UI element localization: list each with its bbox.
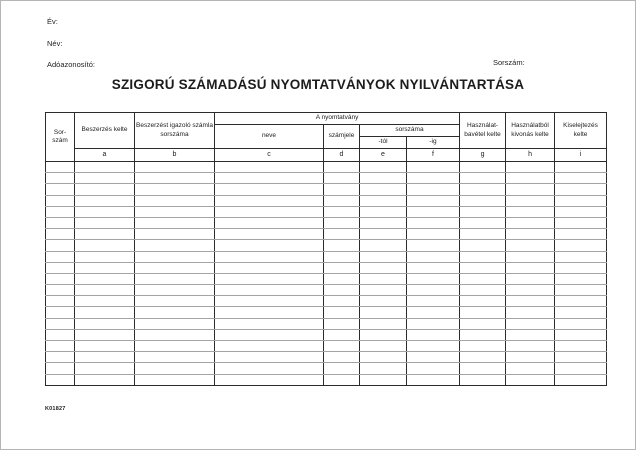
empty-cell <box>407 341 460 352</box>
empty-cell <box>460 251 506 262</box>
empty-cell <box>324 296 360 307</box>
empty-cell <box>46 251 75 262</box>
empty-cell <box>407 363 460 374</box>
empty-cell <box>46 296 75 307</box>
empty-cell <box>46 206 75 217</box>
empty-cell <box>46 240 75 251</box>
serial-number-label: Sorszám: <box>493 58 525 67</box>
empty-cell <box>360 341 407 352</box>
col-header-sorszam: Sor-szám <box>46 113 75 162</box>
empty-cell <box>506 318 555 329</box>
table-row <box>46 162 607 173</box>
table-row <box>46 173 607 184</box>
empty-cell <box>555 318 607 329</box>
name-label: Név: <box>47 39 63 48</box>
empty-cell <box>555 341 607 352</box>
empty-cell <box>506 162 555 173</box>
empty-cell <box>407 229 460 240</box>
empty-cell <box>75 273 135 284</box>
empty-cell <box>215 352 324 363</box>
col-header-kiselejtezes-kelte: Kiselejtezés kelte <box>555 113 607 149</box>
empty-cell <box>75 318 135 329</box>
empty-cell <box>555 262 607 273</box>
table-row <box>46 251 607 262</box>
col-letter-h: h <box>506 149 555 162</box>
table-row <box>46 307 607 318</box>
col-header-hasznalatbavetel-kelte: Használat-bavétel kelte <box>460 113 506 149</box>
table-row <box>46 240 607 251</box>
empty-cell <box>360 262 407 273</box>
tax-id-label: Adóazonosító: <box>47 60 95 69</box>
table-row <box>46 374 607 385</box>
col-header-szamla-sorszama: Beszerzést igazoló számla sorszáma <box>135 113 215 149</box>
empty-cell <box>324 341 360 352</box>
empty-cell <box>360 329 407 340</box>
empty-cell <box>506 307 555 318</box>
empty-cell <box>215 273 324 284</box>
empty-cell <box>506 217 555 228</box>
empty-cell <box>555 229 607 240</box>
empty-cell <box>135 217 215 228</box>
empty-cell <box>506 251 555 262</box>
empty-cell <box>460 173 506 184</box>
empty-cell <box>407 296 460 307</box>
empty-cell <box>360 363 407 374</box>
empty-cell <box>46 374 75 385</box>
table-row <box>46 363 607 374</box>
col-letter-g: g <box>460 149 506 162</box>
empty-cell <box>75 341 135 352</box>
empty-cell <box>75 296 135 307</box>
empty-cell <box>506 195 555 206</box>
empty-cell <box>215 262 324 273</box>
empty-cell <box>360 273 407 284</box>
table-row <box>46 217 607 228</box>
col-header-hasznalatbol-kivonas-kelte: Használatból kivonás kelte <box>506 113 555 149</box>
table-row <box>46 195 607 206</box>
table-row <box>46 341 607 352</box>
table-row <box>46 318 607 329</box>
empty-cell <box>135 285 215 296</box>
empty-cell <box>324 329 360 340</box>
empty-cell <box>407 184 460 195</box>
empty-cell <box>460 341 506 352</box>
empty-cell <box>555 329 607 340</box>
empty-cell <box>215 341 324 352</box>
empty-cell <box>215 374 324 385</box>
empty-cell <box>360 240 407 251</box>
empty-cell <box>360 307 407 318</box>
empty-cell <box>407 273 460 284</box>
empty-cell <box>46 184 75 195</box>
empty-cell <box>324 363 360 374</box>
col-letter-d: d <box>324 149 360 162</box>
empty-cell <box>46 162 75 173</box>
empty-cell <box>75 285 135 296</box>
table-body <box>46 162 607 386</box>
empty-cell <box>215 162 324 173</box>
empty-cell <box>75 352 135 363</box>
empty-cell <box>135 374 215 385</box>
col-header-szamjele: számjele <box>324 125 360 149</box>
empty-cell <box>360 217 407 228</box>
empty-cell <box>360 184 407 195</box>
empty-cell <box>407 285 460 296</box>
empty-cell <box>460 296 506 307</box>
empty-cell <box>75 173 135 184</box>
table-row <box>46 352 607 363</box>
empty-cell <box>407 195 460 206</box>
empty-cell <box>75 217 135 228</box>
empty-cell <box>46 217 75 228</box>
table-row <box>46 262 607 273</box>
empty-cell <box>460 262 506 273</box>
empty-cell <box>324 229 360 240</box>
empty-cell <box>215 229 324 240</box>
empty-cell <box>46 173 75 184</box>
empty-cell <box>460 329 506 340</box>
empty-cell <box>360 206 407 217</box>
empty-cell <box>506 262 555 273</box>
col-letter-a: a <box>75 149 135 162</box>
empty-cell <box>215 195 324 206</box>
empty-cell <box>555 173 607 184</box>
empty-cell <box>506 352 555 363</box>
empty-cell <box>460 285 506 296</box>
empty-cell <box>135 363 215 374</box>
empty-cell <box>555 285 607 296</box>
col-header-tol: -tól <box>360 137 407 149</box>
empty-cell <box>555 251 607 262</box>
empty-cell <box>360 352 407 363</box>
empty-cell <box>135 240 215 251</box>
empty-cell <box>324 285 360 296</box>
empty-cell <box>135 251 215 262</box>
empty-cell <box>75 329 135 340</box>
empty-cell <box>215 285 324 296</box>
empty-cell <box>75 195 135 206</box>
table-row <box>46 296 607 307</box>
empty-cell <box>555 217 607 228</box>
empty-cell <box>324 307 360 318</box>
empty-cell <box>75 184 135 195</box>
empty-cell <box>46 363 75 374</box>
empty-cell <box>215 318 324 329</box>
table-row <box>46 229 607 240</box>
empty-cell <box>215 173 324 184</box>
col-header-neve: neve <box>215 125 324 149</box>
page-title: SZIGORÚ SZÁMADÁSÚ NYOMTATVÁNYOK NYILVÁNTARTÁSA <box>111 77 525 92</box>
empty-cell <box>555 162 607 173</box>
empty-cell <box>360 162 407 173</box>
empty-cell <box>460 363 506 374</box>
empty-cell <box>46 352 75 363</box>
empty-cell <box>506 363 555 374</box>
empty-cell <box>555 307 607 318</box>
empty-cell <box>460 240 506 251</box>
empty-cell <box>360 251 407 262</box>
empty-cell <box>135 296 215 307</box>
empty-cell <box>360 374 407 385</box>
col-group-sorszama: sorszáma <box>360 125 460 137</box>
empty-cell <box>324 195 360 206</box>
empty-cell <box>135 352 215 363</box>
empty-cell <box>75 162 135 173</box>
empty-cell <box>555 195 607 206</box>
empty-cell <box>135 262 215 273</box>
empty-cell <box>135 206 215 217</box>
empty-cell <box>555 240 607 251</box>
col-letter-b: b <box>135 149 215 162</box>
empty-cell <box>135 162 215 173</box>
col-letter-c: c <box>215 149 324 162</box>
col-letter-i: i <box>555 149 607 162</box>
empty-cell <box>360 173 407 184</box>
empty-cell <box>135 273 215 284</box>
empty-cell <box>215 251 324 262</box>
empty-cell <box>460 352 506 363</box>
empty-cell <box>324 273 360 284</box>
empty-cell <box>460 273 506 284</box>
empty-cell <box>460 162 506 173</box>
empty-cell <box>135 229 215 240</box>
empty-cell <box>75 206 135 217</box>
empty-cell <box>135 307 215 318</box>
empty-cell <box>555 363 607 374</box>
empty-cell <box>506 296 555 307</box>
empty-cell <box>555 184 607 195</box>
empty-cell <box>46 262 75 273</box>
empty-cell <box>75 363 135 374</box>
empty-cell <box>215 363 324 374</box>
empty-cell <box>407 251 460 262</box>
empty-cell <box>46 195 75 206</box>
empty-cell <box>506 184 555 195</box>
empty-cell <box>75 307 135 318</box>
empty-cell <box>407 374 460 385</box>
empty-cell <box>324 374 360 385</box>
empty-cell <box>324 206 360 217</box>
empty-cell <box>407 240 460 251</box>
empty-cell <box>215 206 324 217</box>
empty-cell <box>555 273 607 284</box>
empty-cell <box>460 184 506 195</box>
empty-cell <box>215 296 324 307</box>
empty-cell <box>324 262 360 273</box>
empty-cell <box>215 240 324 251</box>
empty-cell <box>506 240 555 251</box>
empty-cell <box>46 307 75 318</box>
empty-cell <box>75 374 135 385</box>
empty-cell <box>215 307 324 318</box>
empty-cell <box>506 273 555 284</box>
empty-cell <box>360 195 407 206</box>
empty-cell <box>324 251 360 262</box>
empty-cell <box>506 329 555 340</box>
col-group-nyomtatvany: A nyomtatvány <box>215 113 460 125</box>
empty-cell <box>46 273 75 284</box>
empty-cell <box>506 229 555 240</box>
empty-cell <box>407 318 460 329</box>
table-row <box>46 329 607 340</box>
empty-cell <box>324 173 360 184</box>
empty-cell <box>506 173 555 184</box>
empty-cell <box>324 184 360 195</box>
empty-cell <box>46 229 75 240</box>
empty-cell <box>460 374 506 385</box>
empty-cell <box>75 262 135 273</box>
empty-cell <box>506 206 555 217</box>
empty-cell <box>324 240 360 251</box>
year-label: Év: <box>47 17 58 26</box>
empty-cell <box>407 217 460 228</box>
empty-cell <box>360 229 407 240</box>
empty-cell <box>135 318 215 329</box>
table-row <box>46 285 607 296</box>
empty-cell <box>46 329 75 340</box>
empty-cell <box>75 240 135 251</box>
empty-cell <box>555 206 607 217</box>
empty-cell <box>407 352 460 363</box>
table-row <box>46 184 607 195</box>
empty-cell <box>215 329 324 340</box>
table-header <box>46 113 607 162</box>
col-header-ig: -ig <box>407 137 460 149</box>
col-header-beszerzes-kelte: Beszerzés kelte <box>75 113 135 149</box>
empty-cell <box>324 352 360 363</box>
empty-cell <box>460 206 506 217</box>
empty-cell <box>555 374 607 385</box>
empty-cell <box>407 206 460 217</box>
table-row <box>46 273 607 284</box>
empty-cell <box>46 318 75 329</box>
empty-cell <box>555 352 607 363</box>
empty-cell <box>360 296 407 307</box>
col-letter-f: f <box>407 149 460 162</box>
empty-cell <box>460 318 506 329</box>
empty-cell <box>135 173 215 184</box>
empty-cell <box>506 285 555 296</box>
empty-cell <box>75 251 135 262</box>
empty-cell <box>360 285 407 296</box>
empty-cell <box>360 318 407 329</box>
empty-cell <box>324 318 360 329</box>
empty-cell <box>215 184 324 195</box>
empty-cell <box>75 229 135 240</box>
empty-cell <box>135 195 215 206</box>
empty-cell <box>324 162 360 173</box>
empty-cell <box>135 329 215 340</box>
empty-cell <box>407 329 460 340</box>
empty-cell <box>407 307 460 318</box>
empty-cell <box>506 374 555 385</box>
table-row <box>46 206 607 217</box>
empty-cell <box>407 173 460 184</box>
empty-cell <box>460 307 506 318</box>
empty-cell <box>215 217 324 228</box>
empty-cell <box>555 296 607 307</box>
empty-cell <box>46 285 75 296</box>
register-table <box>45 112 607 386</box>
col-letter-e: e <box>360 149 407 162</box>
empty-cell <box>46 341 75 352</box>
empty-cell <box>407 162 460 173</box>
empty-cell <box>135 341 215 352</box>
form-code: K01827 <box>45 406 66 412</box>
empty-cell <box>324 217 360 228</box>
empty-cell <box>460 229 506 240</box>
empty-cell <box>460 217 506 228</box>
empty-cell <box>460 195 506 206</box>
empty-cell <box>135 184 215 195</box>
empty-cell <box>407 262 460 273</box>
empty-cell <box>506 341 555 352</box>
